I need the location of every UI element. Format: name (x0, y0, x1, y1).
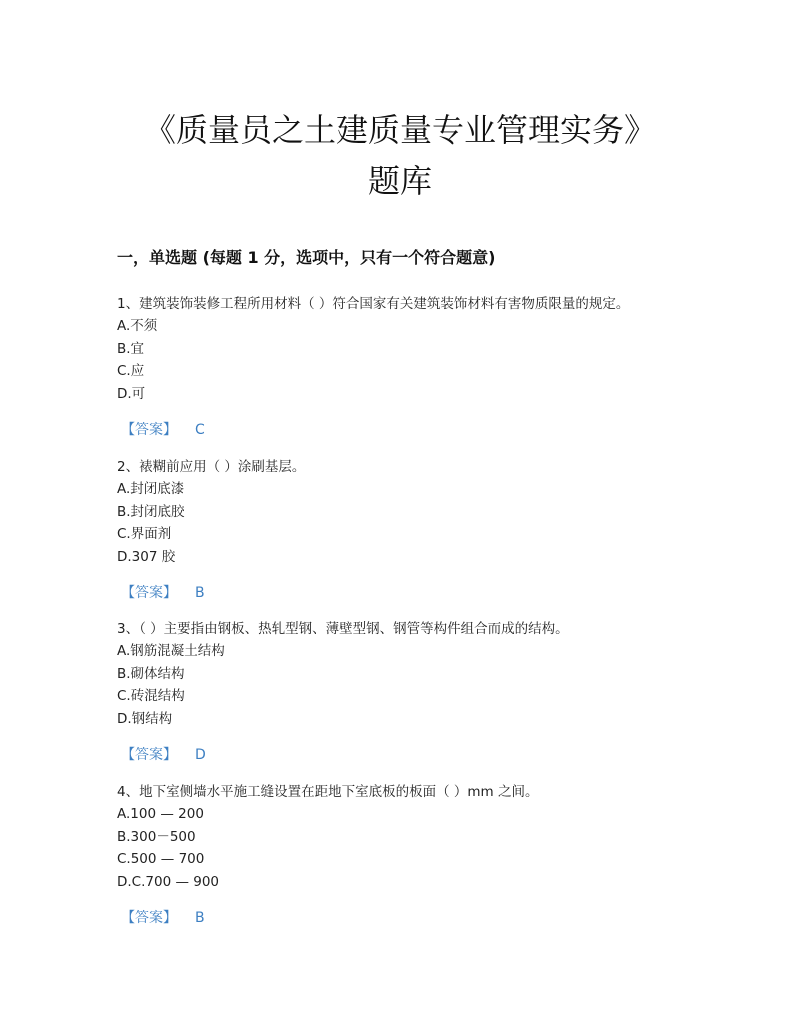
question-3 (117, 618, 677, 766)
question-option-b: B.封闭底胶 (117, 503, 185, 520)
answer-label: 【答案】 (121, 422, 177, 438)
question-option-a: A.100 — 200 (117, 806, 204, 822)
question-option-d: D.可 (117, 385, 146, 402)
question-option-c: C.砖混结构 (117, 688, 185, 704)
answer-value: C (195, 422, 205, 438)
question-option-a: A.钢筋混凝土结构 (117, 643, 225, 659)
question-option-a: A.封闭底漆 (117, 481, 185, 497)
question-stem: 3、（ ）主要指由钢板、热轧型钢、薄壁型钢、钢管等构件组合而成的结构。 (117, 621, 569, 637)
question-1 (117, 293, 677, 441)
answer-value: D (195, 747, 206, 763)
answer-line (117, 419, 677, 441)
answer-label: 【答案】 (121, 910, 177, 926)
question-option-a: A.不须 (117, 318, 158, 334)
answer-line (117, 582, 677, 604)
question-option-b: B.宜 (117, 340, 145, 357)
question-option-d: D.钢结构 (117, 710, 173, 727)
question-option-d: D.C.700 — 900 (117, 873, 220, 890)
question-4 (117, 781, 677, 929)
question-2 (117, 456, 677, 604)
answer-value: B (195, 910, 205, 926)
question-option-c: C.应 (117, 363, 145, 379)
question-stem: 1、建筑装饰装修工程所用材料（ ）符合国家有关建筑装饰材料有害物质限量的规定。 (117, 296, 630, 312)
answer-line (117, 744, 677, 766)
question-stem: 4、地下室侧墙水平施工缝设置在距地下室底板的板面（ ）mm 之间。 (117, 784, 539, 800)
question-option-d: D.307 胶 (117, 548, 176, 565)
question-option-c: C.界面剂 (117, 526, 172, 542)
answer-line (117, 907, 677, 929)
answer-value: B (195, 585, 205, 601)
document-title: 《质量员之土建质量专业管理实务》 (143, 111, 656, 149)
question-stem: 2、裱糊前应用（ ）涂刷基层。 (117, 459, 306, 475)
question-option-b: B.砌体结构 (117, 665, 185, 682)
answer-label: 【答案】 (121, 747, 177, 763)
document-title-line-2: 题库 (367, 162, 432, 200)
answer-label: 【答案】 (121, 585, 177, 601)
question-option-c: C.500 — 700 (117, 851, 205, 867)
question-option-b: B.300－500 (117, 828, 196, 845)
section-heading: 一，单选题 (每题 1 分，选项中，只有一个符合题意) (117, 248, 496, 267)
